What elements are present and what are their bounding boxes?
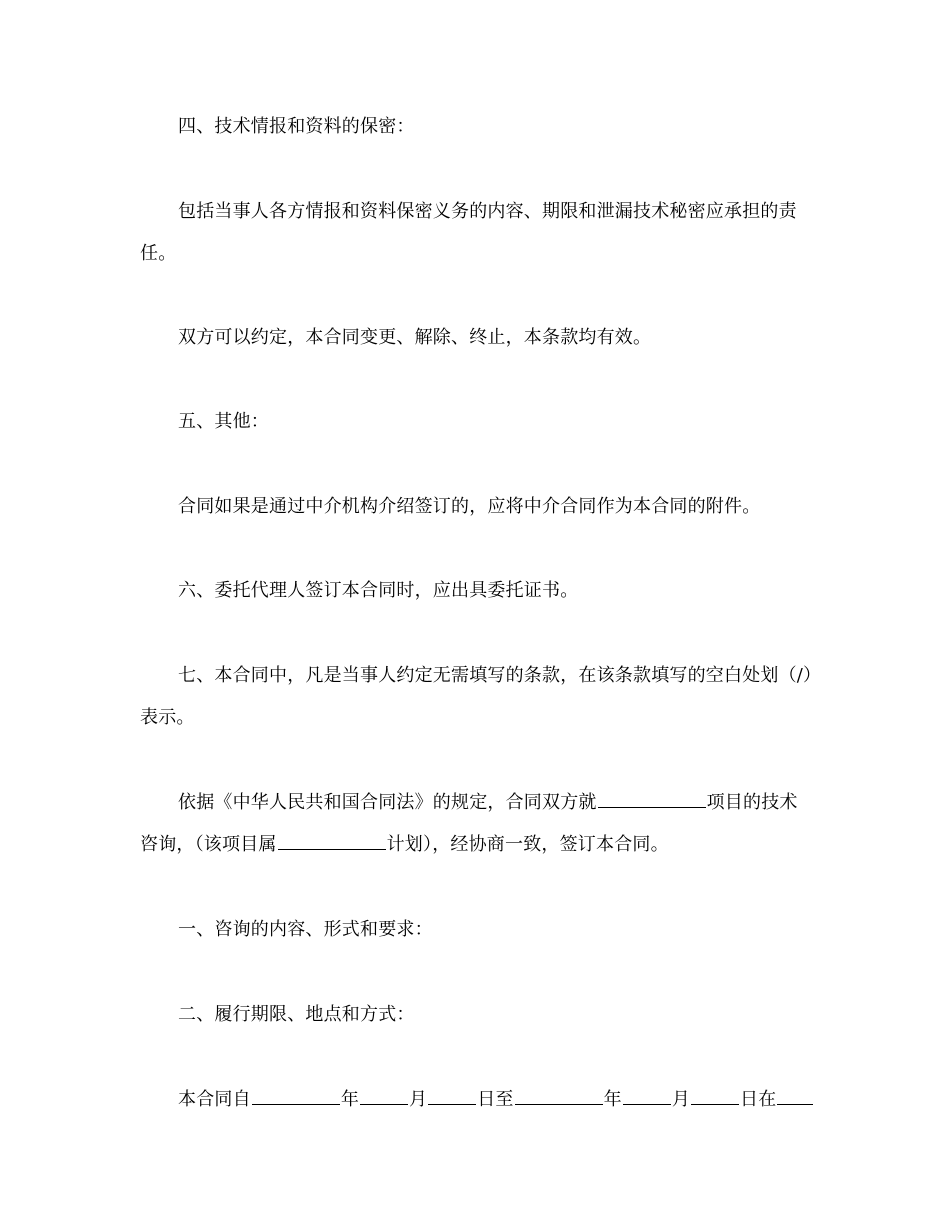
plan-name-blank <box>278 833 386 850</box>
section-6: 六、委托代理人签订本合同时，应出具委托证书。 <box>178 580 579 601</box>
term-text-start: 本合同自 <box>178 1089 251 1110</box>
section-4-body-line-2: 任。 <box>140 243 177 264</box>
preamble-text-c: 咨询，（该项目属 <box>140 834 277 855</box>
term-line <box>178 1088 820 1112</box>
term-year-label: 年 <box>340 1089 360 1110</box>
term-day-at-label: 日在 <box>740 1089 777 1110</box>
start-day-blank <box>428 1088 476 1105</box>
term-day-to-label: 日至 <box>477 1089 514 1110</box>
clause-1-heading: 一、咨询的内容、形式和要求： <box>178 919 433 940</box>
section-5-body: 合同如果是通过中介机构介绍签订的，应将中介合同作为本合同的附件。 <box>178 496 761 517</box>
clause-2-heading: 二、履行期限、地点和方式： <box>178 1004 415 1025</box>
preamble-line-2 <box>140 833 820 857</box>
section-5-heading: 五、其他： <box>178 411 269 432</box>
preamble-text-a: 依据《中华人民共和国合同法》的规定，合同双方就 <box>178 792 597 813</box>
end-month-blank <box>623 1088 671 1105</box>
preamble-text-b: 项目的技术 <box>706 792 798 813</box>
term-month-label-2: 月 <box>671 1089 691 1110</box>
section-4-heading: 四、技术情报和资料的保密： <box>178 116 415 137</box>
section-7-line-2: 表示。 <box>140 707 195 728</box>
project-name-blank <box>598 791 706 808</box>
preamble-line-1 <box>178 791 820 815</box>
section-7-line-1: 七、本合同中，凡是当事人约定无需填写的条款，在该条款填写的空白处划（/） <box>178 665 822 686</box>
start-month-blank <box>360 1088 408 1105</box>
section-4-body-line-1: 包括当事人各方情报和资料保密义务的内容、期限和泄漏技术秘密应承担的责 <box>178 201 797 222</box>
end-year-blank <box>515 1088 603 1105</box>
location-blank <box>777 1088 813 1105</box>
term-month-label: 月 <box>409 1089 428 1110</box>
term-year-label-2: 年 <box>603 1089 622 1110</box>
end-day-blank <box>691 1088 739 1105</box>
start-year-blank <box>252 1088 340 1105</box>
preamble-text-d: 计划），经协商一致，签订本合同。 <box>386 834 669 855</box>
section-4-validity-note: 双方可以约定，本合同变更、解除、终止，本条款均有效。 <box>178 327 652 348</box>
